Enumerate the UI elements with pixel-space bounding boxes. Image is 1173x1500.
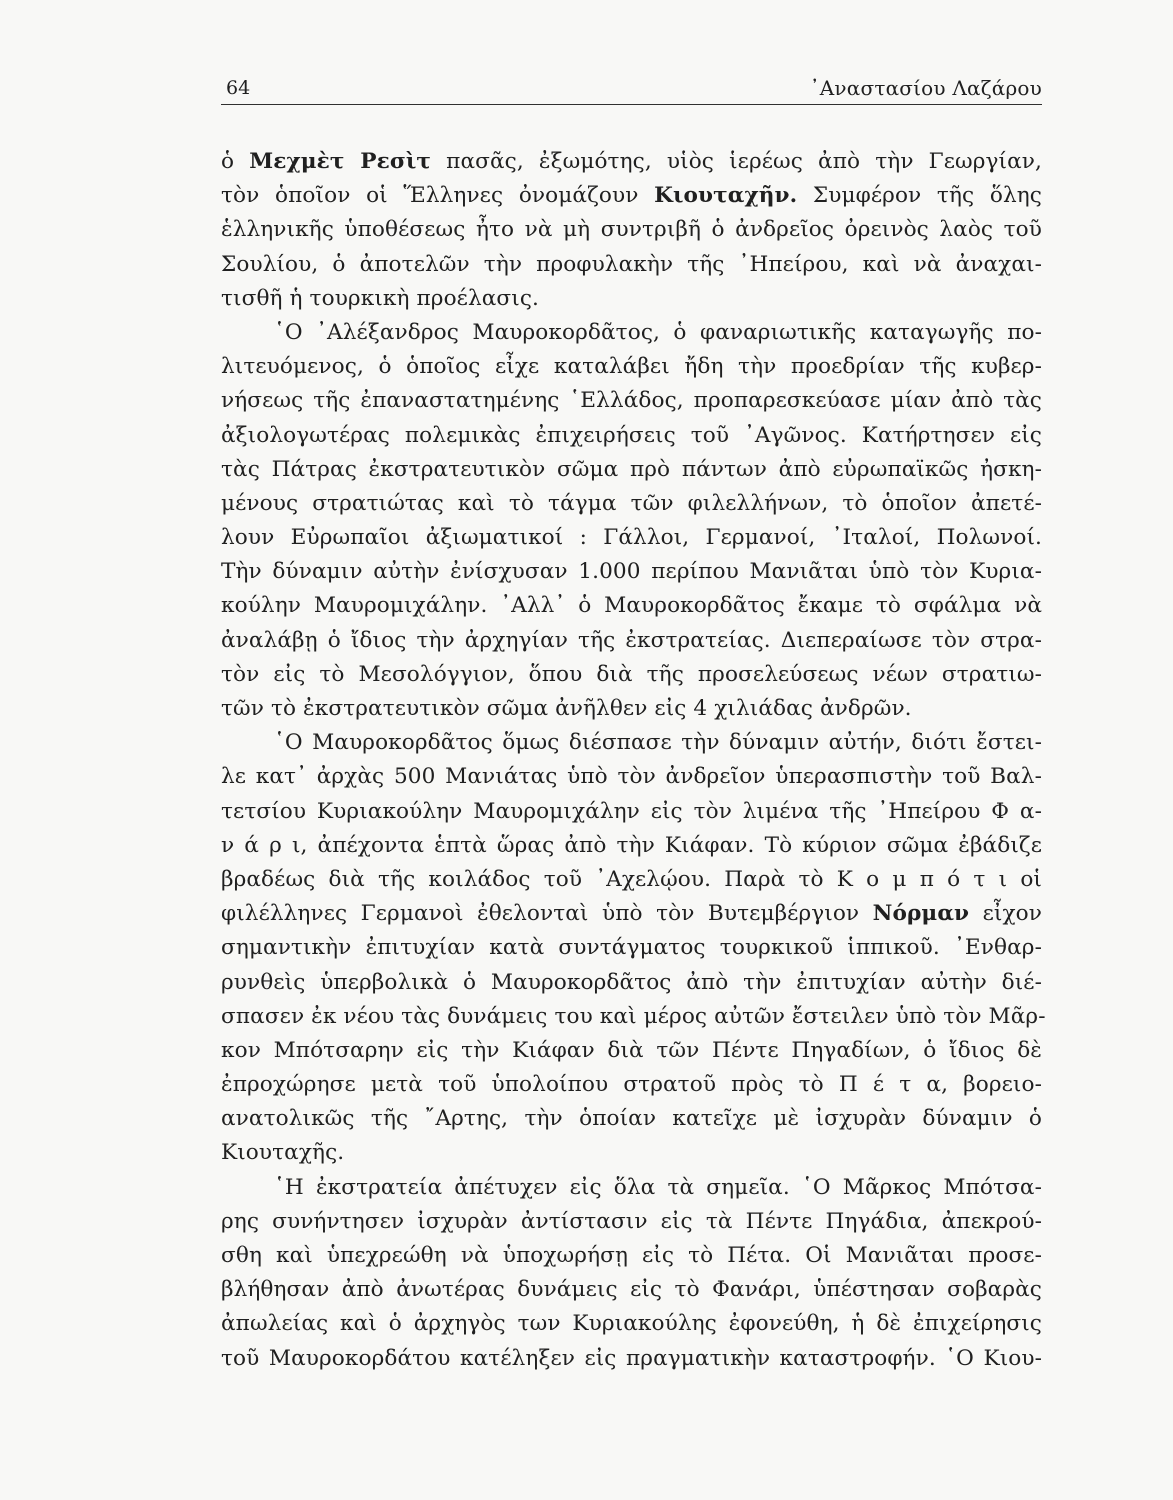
text-segment: ῾Η ἐκστρατεία ἀπέτυχεν εἰς ὅλα τὰ σημεῖα. ῾Ο Μᾶρκος Μπότσα- <box>274 1174 1042 1200</box>
text-segment: σπασεν ἐκ νέου τὰς δυνάμεις του καὶ μέρος αὐτῶν ἔστειλεν ὑπὸ τὸν Μᾶρ- <box>221 1003 1046 1029</box>
text-segment: ν ά ρ ι, ἀπέχοντα ἑπτὰ ὥρας ἀπὸ τὴν Κιάφαν. Τὸ κύριον σῶμα ἐβάδιζε <box>221 832 1042 858</box>
text-segment: Κιουταχῆς. <box>221 1140 345 1166</box>
text-line <box>221 419 1042 453</box>
page-header <box>221 74 1042 105</box>
text-segment: ρης συνήντησεν ἰσχυρὰν ἀντίστασιν εἰς τὰ Πέντε Πηγάδια, ἀπεκρού- <box>221 1208 1042 1234</box>
text-segment: Τὴν δύναμιν αὐτὴν ἐνίσχυσαν 1.000 περίπου Μανιᾶται ὑπὸ τὸν Κυρια- <box>221 559 1042 585</box>
text-segment: ὁ <box>221 149 250 174</box>
text-line <box>221 1068 1042 1102</box>
text-segment: νήσεως τῆς ἐπαναστατημένης ῾Ελλάδος, προπαρεσκεύασε μίαν ἀπὸ τὰς <box>221 388 1042 414</box>
text-line <box>221 931 1042 965</box>
text-segment: ἑλληνικῆς ὑποθέσεως ἦτο νὰ μὴ συντριβῆ ὁ ἀνδρεῖος ὀρεινὸς λαὸς τοῦ <box>221 217 1042 243</box>
text-segment: κούλην Μαυρομιχάλην. ᾿Αλλ᾿ ὁ Μαυροκορδᾶτος ἔκαμε τὸ σφάλμα νὰ <box>221 593 1042 619</box>
text-segment: λε κατ᾿ ἀρχὰς 500 Μανιάτας ὑπὸ τὸν ἀνδρεῖον ὑπερασπιστὴν τοῦ Βαλ- <box>221 764 1042 790</box>
text-line <box>221 248 1042 282</box>
text-line <box>221 1102 1042 1136</box>
text-line <box>221 487 1042 521</box>
text-segment: λουν Εὐρωπαῖοι ἀξιωματικοί : Γάλλοι, Γερμανοί, ᾿Ιταλοί, Πολωνοί. <box>221 525 1042 551</box>
text-line <box>221 1307 1042 1341</box>
text-line <box>221 179 1042 213</box>
text-line <box>221 316 1042 350</box>
text-segment: ἀξιολογωτέρας πολεμικὰς ἐπιχειρήσεις τοῦ ᾿Αγῶνος. Κατήρτησεν εἰς <box>221 422 1042 448</box>
text-segment: βραδέως διὰ τῆς κοιλάδος τοῦ ᾿Αχελῴου. Παρὰ τὸ Κ ο μ π ό τ ι οἱ <box>221 866 1042 892</box>
text-segment: τοῦ Μαυροκορδάτου κατέληξεν εἰς πραγματικὴν καταστροφήν. ῾Ο Κιου- <box>221 1345 1042 1371</box>
text-segment: μένους στρατιώτας καὶ τὸ τάγμα τῶν φιλελλήνων, τὸ ὁποῖον ἀπετέ- <box>221 490 1042 516</box>
text-line <box>221 897 1042 931</box>
text-segment: σημαντικὴν ἐπιτυχίαν κατὰ συντάγματος τουρκικοῦ ἱππικοῦ. ᾿Ενθαρ- <box>221 935 1042 961</box>
text-segment: τισθῆ ἡ τουρκικὴ προέλασις. <box>221 285 539 311</box>
text-line <box>221 350 1042 384</box>
text-line <box>221 1205 1042 1239</box>
text-segment: Σουλίου, ὁ ἀποτελῶν τὴν προφυλακὴν τῆς ᾿Ηπείρου, καὶ νὰ ἀναχαι- <box>221 251 1042 277</box>
text-line <box>221 453 1042 487</box>
running-head: ᾿Αναστασίου Λαζάρου <box>809 76 1042 100</box>
text-segment: ῾Ο Μαυροκορδᾶτος ὅμως διέσπασε τὴν δύναμιν αὐτήν, διότι ἔστει- <box>274 730 1042 756</box>
text-line <box>221 1342 1042 1376</box>
text-segment: εἶχον <box>969 901 1042 927</box>
text-segment: βλήθησαν ἀπὸ ἀνωτέρας δυνάμεις εἰς τὸ Φανάρι, ὑπέστησαν σοβαρὰς <box>221 1277 1042 1303</box>
text-line <box>221 589 1042 623</box>
text-line <box>221 555 1042 589</box>
text-line <box>221 1273 1042 1307</box>
text-segment: τετσίου Κυριακούλην Μαυρομιχάλην εἰς τὸν λιμένα τῆς ᾿Ηπείρου Φ α- <box>221 798 1042 824</box>
text-segment: φιλέλληνες Γερμανοὶ ἐθελονταὶ ὑπὸ τὸν Βυτεμβέργιον <box>221 901 873 927</box>
text-segment: τὰς Πάτρας ἐκστρατευτικὸν σῶμα πρὸ πάντων ἀπὸ εὐρωπαϊκῶς ἠσκη- <box>221 456 1042 482</box>
bold-name: Νόρμαν <box>872 901 970 927</box>
page-number: 64 <box>226 77 251 99</box>
text-line <box>221 1239 1042 1273</box>
text-segment: λιτευόμενος, ὁ ὁποῖος εἶχε καταλάβει ἤδη τὴν προεδρίαν τῆς κυβερ- <box>221 354 1042 380</box>
text-segment: σθη καὶ ὑπεχρεώθη νὰ ὑποχωρήσῃ εἰς τὸ Πέτα. Οἱ Μανιᾶται προσε- <box>221 1243 1042 1268</box>
text-line <box>221 624 1042 658</box>
text-line <box>221 863 1042 897</box>
text-line <box>221 966 1042 1000</box>
text-segment: ἀναλάβῃ ὁ ἴδιος τὴν ἀρχηγίαν τῆς ἐκστρατείας. Διεπεραίωσε τὸν στρα- <box>221 627 1042 653</box>
text-line <box>221 521 1042 555</box>
text-segment: ἐπροχώρησε μετὰ τοῦ ὑπολοίπου στρατοῦ πρὸς τὸ Π έ τ α, βορειο- <box>221 1072 1042 1098</box>
text-segment: κον Μπότσαρην εἰς τὴν Κιάφαν διὰ τῶν Πέντε Πηγαδίων, ὁ ἴδιος δὲ <box>221 1037 1042 1063</box>
text-line <box>221 726 1042 760</box>
text-line <box>221 692 1042 726</box>
text-line <box>221 658 1042 692</box>
text-segment: τῶν τὸ ἐκστρατευτικὸν σῶμα ἀνῆλθεν εἰς 4 χιλιάδας ἀνδρῶν. <box>221 696 912 721</box>
text-line <box>221 1000 1046 1034</box>
bold-name: Μεχμὲτ Ρεσὶτ <box>249 149 432 174</box>
text-line <box>221 760 1042 794</box>
body-text <box>221 145 1046 1376</box>
text-line <box>221 829 1042 863</box>
text-segment: τὸν εἰς τὸ Μεσολόγγιον, ὅπου διὰ τῆς προσελεύσεως νέων στρατιω- <box>221 661 1042 687</box>
text-line <box>221 1136 1042 1170</box>
text-line <box>221 145 1042 179</box>
text-segment: Συμφέρον τῆς ὅλης <box>797 183 1042 209</box>
text-line <box>221 213 1042 247</box>
text-segment: ανατολικῶς τῆς ῎Αρτης, τὴν ὁποίαν κατεῖχε μὲ ἰσχυρὰν δύναμιν ὁ <box>221 1106 1042 1132</box>
text-segment: τὸν ὁποῖον οἱ Ἕλληνες ὀνομάζουν <box>221 183 655 209</box>
text-segment: ἀπωλείας καὶ ὁ ἀρχηγὸς των Κυριακούλης ἐφονεύθη, ἡ δὲ ἐπιχείρησις <box>221 1311 1042 1337</box>
text-line <box>221 282 1042 316</box>
bold-name: Κιουταχῆν. <box>654 183 798 209</box>
text-line <box>221 1171 1042 1205</box>
text-segment: πασᾶς, ἐξωμότης, υἱὸς ἱερέως ἀπὸ τὴν Γεωργίαν, <box>431 149 1042 174</box>
text-line <box>221 384 1042 418</box>
text-segment: ῾Ο ᾿Αλέξανδρος Μαυροκορδᾶτος, ὁ φαναριωτικῆς καταγωγῆς πο- <box>274 319 1042 345</box>
text-line <box>221 795 1042 829</box>
text-segment: ρυνθεὶς ὑπερβολικὰ ὁ Μαυροκορδᾶτος ἀπὸ τὴν ἐπιτυχίαν αὐτὴν διέ- <box>221 969 1042 995</box>
text-line <box>221 1034 1042 1068</box>
